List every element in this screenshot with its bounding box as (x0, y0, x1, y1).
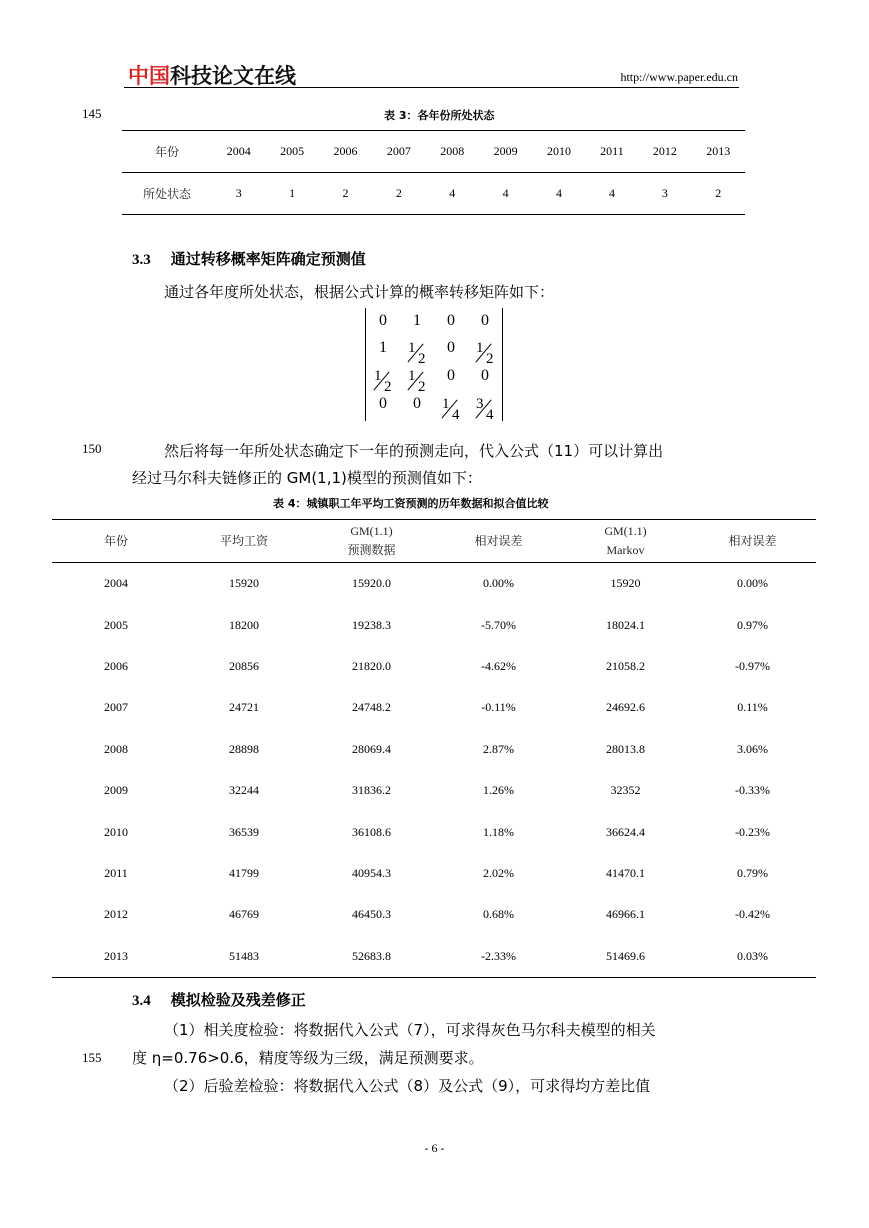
table3-year-cell: 2010 (532, 131, 585, 173)
table-row (52, 563, 816, 605)
table3-state-cell: 4 (426, 173, 479, 215)
fraction-denominator: 2 (486, 351, 494, 367)
table-row (52, 646, 816, 687)
table3-state-cell: 2 (692, 173, 745, 215)
fraction-denominator: 2 (418, 379, 426, 395)
table-cell: 2.87% (483, 741, 514, 756)
logo-dark-text: 科技论文在线 (170, 64, 296, 88)
fraction-numerator: 1 (476, 340, 484, 356)
fraction-numerator: 1 (442, 396, 450, 412)
table-row (52, 687, 816, 728)
paragraph: 度 η=0.76>0.6，精度等级为三级，满足预测要求。 (132, 1049, 484, 1067)
table-cell: 52683.8 (308, 936, 435, 978)
table-cell: 2009 (104, 783, 128, 798)
table-row (52, 770, 816, 811)
table3-state-cell: 1 (265, 173, 318, 215)
table3-year-row (122, 131, 745, 173)
table-cell: -0.42% (735, 907, 770, 922)
table-cell: 41470.1 (606, 865, 645, 880)
table-cell: 28013.8 (606, 741, 645, 756)
table-cell: 1.26% (483, 783, 514, 798)
section-number: 3.4 (132, 993, 151, 1009)
table-cell: 32352 (610, 783, 641, 798)
col-header-avg-wage: 平均工资 (180, 520, 308, 563)
matrix-cell (400, 337, 434, 365)
table-cell: 18200 (229, 617, 259, 632)
section-title: 通过转移概率矩阵确定预测值 (170, 250, 366, 268)
table3-year-cell: 2004 (212, 131, 265, 173)
col-header-gm-line1: GM(1.1) (350, 524, 393, 538)
table-cell: -4.62% (481, 658, 516, 673)
fraction (404, 365, 430, 393)
page-number: - 6 - (424, 1141, 445, 1155)
table-cell: -2.33% (435, 936, 562, 978)
table-cell: 24748.2 (352, 700, 391, 715)
matrix-cell (468, 393, 502, 421)
table-cell: 1.18% (483, 824, 514, 839)
table-cell: 41799 (229, 865, 259, 880)
table3 (122, 130, 745, 215)
matrix-cell: 1 (413, 312, 421, 329)
table3-year-cell: 2006 (319, 131, 372, 173)
table3-state-row (122, 173, 745, 215)
table-cell: 18024.1 (606, 617, 645, 632)
table-cell: 15920 (610, 576, 641, 591)
table3-year-cell: 2008 (426, 131, 479, 173)
table-cell: 24692.6 (606, 700, 645, 715)
table-cell: 28898 (229, 741, 259, 756)
table3-year-cell: 2007 (372, 131, 425, 173)
section-title: 模拟检验及残差修正 (170, 991, 306, 1009)
table-row (52, 894, 816, 935)
table-cell: 20856 (229, 658, 259, 673)
table-cell: 2013 (52, 936, 180, 978)
header-url: http://www.paper.edu.cn (620, 70, 738, 84)
col-header-gm (308, 520, 435, 563)
fraction-denominator: 4 (452, 407, 460, 423)
table-row (52, 936, 816, 978)
fraction-denominator: 4 (486, 407, 494, 423)
table-cell: 32244 (229, 783, 259, 798)
table-cell: -0.11% (481, 700, 516, 715)
table-cell: 36624.4 (606, 824, 645, 839)
table-cell: 46450.3 (352, 907, 391, 922)
table-cell: 46966.1 (606, 907, 645, 922)
col-header-year: 年份 (52, 520, 180, 563)
table-cell: 0.03% (689, 936, 816, 978)
table3-state-cell: 4 (586, 173, 638, 215)
table-cell: 28069.4 (352, 741, 391, 756)
table-cell: 15920 (229, 576, 259, 591)
table-row (52, 853, 816, 894)
table-cell: -5.70% (481, 617, 516, 632)
table-cell: 36539 (229, 824, 259, 839)
fraction-denominator: 2 (384, 379, 392, 395)
fraction-numerator: 1 (408, 368, 416, 384)
table3-state-cell: 2 (319, 173, 372, 215)
logo-red-text: 中国 (128, 64, 170, 88)
table-cell: 0.79% (737, 865, 768, 880)
matrix-cell (400, 365, 434, 393)
fraction (404, 337, 430, 365)
table-cell: 0.68% (483, 907, 514, 922)
col-header-gm-markov (562, 520, 689, 563)
table-cell: 2006 (104, 658, 128, 673)
fraction (370, 365, 396, 393)
matrix-cell: 0 (447, 367, 455, 384)
table-cell: 36108.6 (352, 824, 391, 839)
matrix-cell (434, 393, 468, 421)
transition-matrix (365, 308, 503, 421)
table3-year-cell: 2012 (638, 131, 691, 173)
table-cell: -0.33% (735, 783, 770, 798)
table-cell: 2007 (104, 700, 128, 715)
col-header-rel-error-markov: 相对误差 (689, 520, 816, 563)
table-cell: 2012 (104, 907, 128, 922)
col-header-gm-line2: 预测数据 (347, 543, 396, 557)
table-cell: 21820.0 (352, 658, 391, 673)
table-row (52, 729, 816, 770)
col-header-gmm-line1: GM(1.1) (604, 524, 647, 538)
fraction (472, 337, 498, 365)
matrix-cell (366, 365, 400, 393)
table3-year-cell: 2005 (265, 131, 318, 173)
matrix-cell: 0 (379, 312, 387, 329)
table3-state-cell: 4 (532, 173, 585, 215)
line-number-155: 155 (82, 1050, 102, 1065)
table3-year-cell: 2013 (692, 131, 745, 173)
table-cell: 21058.2 (606, 658, 645, 673)
table3-state-cell: 3 (212, 173, 265, 215)
table-cell: 24721 (229, 700, 259, 715)
line-number-145: 145 (82, 106, 102, 121)
paragraph: 然后将每一年所处状态确定下一年的预测走向，代入公式（11）可以计算出 (164, 442, 664, 460)
header-divider (124, 87, 739, 88)
table3-year-label: 年份 (122, 131, 212, 173)
table-cell: 15920.0 (352, 576, 391, 591)
matrix-cell: 0 (481, 367, 489, 384)
matrix-cell: 0 (413, 395, 421, 412)
paragraph: （1）相关度检验：将数据代入公式（7），可求得灰色马尔科夫模型的相关 (164, 1021, 656, 1039)
col-header-rel-error: 相对误差 (435, 520, 562, 563)
fraction-numerator: 1 (408, 340, 416, 356)
matrix-cell: 1 (379, 339, 387, 356)
table-cell: 0.00% (483, 576, 514, 591)
table-cell: 0.97% (737, 617, 768, 632)
table-cell: 2005 (104, 617, 128, 632)
paragraph: 通过各年度所处状态，根据公式计算的概率转移矩阵如下： (164, 283, 555, 301)
matrix-cell: 0 (447, 312, 455, 329)
col-header-gmm-line2: Markov (606, 543, 645, 557)
section-number: 3.3 (132, 252, 151, 268)
fraction (472, 393, 498, 421)
table3-state-cell: 3 (638, 173, 691, 215)
table-row (52, 811, 816, 852)
table3-state-label: 所处状态 (122, 173, 212, 215)
matrix-cell: 0 (379, 395, 387, 412)
section-3-4-heading (132, 989, 306, 1010)
table-cell: 19238.3 (352, 617, 391, 632)
table3-year-cell: 2011 (586, 131, 638, 173)
matrix-cell (468, 337, 502, 365)
table-cell: 0.11% (737, 700, 768, 715)
paragraph: （2）后验差检验：将数据代入公式（8）及公式（9），可求得均方差比值 (164, 1077, 651, 1095)
table-cell: -0.97% (735, 658, 770, 673)
table-cell: 51469.6 (562, 936, 689, 978)
section-3-3-heading (132, 248, 366, 269)
table4-header-row (52, 520, 816, 563)
table4-caption: 表 4：城镇职工年平均工资预测的历年数据和拟合值比较 (273, 497, 549, 510)
table-cell: 51483 (180, 936, 308, 978)
table-cell: 40954.3 (352, 865, 391, 880)
paragraph: 经过马尔科夫链修正的 GM(1,1)模型的预测值如下： (132, 469, 482, 487)
table3-caption: 表 3：各年份所处状态 (384, 109, 495, 122)
matrix-cell: 0 (447, 339, 455, 356)
table3-year-cell: 2009 (479, 131, 532, 173)
matrix-cell: 0 (481, 312, 489, 329)
table-cell: 2.02% (483, 865, 514, 880)
table-cell: 2011 (104, 865, 128, 880)
table3-state-cell: 4 (479, 173, 532, 215)
table-cell: 46769 (229, 907, 259, 922)
table-cell: 2008 (104, 741, 128, 756)
table-cell: 3.06% (737, 741, 768, 756)
fraction-denominator: 2 (418, 351, 426, 367)
table4 (52, 519, 816, 978)
fraction (438, 393, 464, 421)
table-cell: 0.00% (737, 576, 768, 591)
site-logo (128, 60, 296, 90)
line-number-150: 150 (82, 441, 102, 456)
table-cell: 2010 (104, 824, 128, 839)
table-cell: -0.23% (735, 824, 770, 839)
fraction-numerator: 3 (476, 396, 484, 412)
table-cell: 2004 (104, 576, 128, 591)
fraction-numerator: 1 (374, 368, 382, 384)
table-cell: 31836.2 (352, 783, 391, 798)
table3-state-cell: 2 (372, 173, 425, 215)
table-row (52, 604, 816, 645)
